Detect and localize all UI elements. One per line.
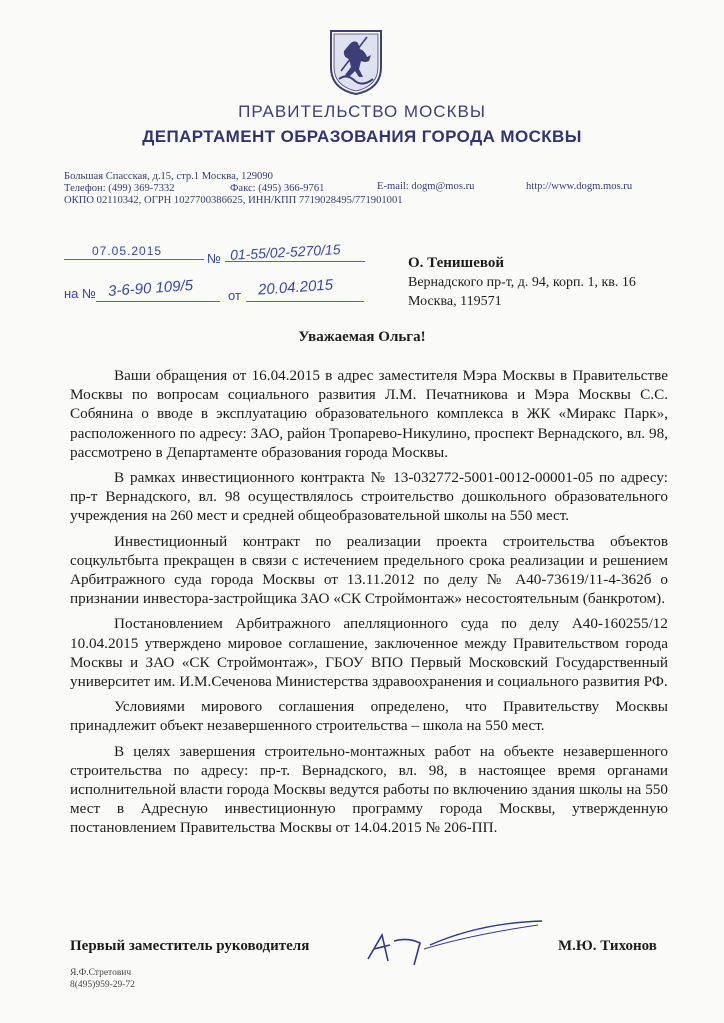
outgoing-number: 01-55/02-5270/15 xyxy=(229,241,341,263)
incoming-date-label: от xyxy=(228,288,241,303)
outgoing-number-label: № xyxy=(207,251,221,266)
divider xyxy=(96,301,220,302)
addressee-name: О. Тенишевой xyxy=(408,255,505,271)
department-email: E-mail: dogm@mos.ru xyxy=(377,181,475,192)
divider xyxy=(64,259,204,260)
department-phone: Телефон: (499) 369-7332 xyxy=(64,183,175,194)
paragraph: Ваши обращения от 16.04.2015 в адрес заместителя Мэра Москвы в Правительстве Москвы по вопросам социального развития Л.М. Печатникова и Мэра Москвы С.С. Собянина о вводе в эксплуатацию образовательного комплекса в ЖК «Миракс Парк», расположенного по адресу: ЗАО, район Тропарево-Никулино, проспект Вернадского, вл. 98, рассмотрено в Департаменте образования города Москвы. xyxy=(70,367,668,461)
addressee-city: Москва, 119571 xyxy=(408,294,502,309)
department-url: http://www.dogm.mos.ru xyxy=(526,181,633,192)
letterhead-contacts xyxy=(64,171,403,207)
incoming-number: 3-6-90 109/5 xyxy=(107,277,194,300)
incoming-number-label: на № xyxy=(64,286,96,301)
government-title: ПРАВИТЕЛЬСТВО МОСКВЫ xyxy=(238,102,486,121)
phone-fax-line xyxy=(64,183,403,195)
paragraph: Постановлением Арбитражного апелляционного суда по делу А40-160255/12 10.04.2015 утверждено мировое соглашение, заключенное между Правительством города Москвы и ЗАО «СК Строймонтаж», ГБОУ ВПО Первый Московский Государственный университет им. И.М.Сеченова Министерства здравоохранения и социального развития РФ. xyxy=(70,615,668,691)
addressee-street: Вернадского пр-т, д. 94, корп. 1, кв. 16 xyxy=(408,275,636,290)
greeting: Уважаемая Ольга! xyxy=(298,329,426,345)
outgoing-date: 07.05.2015 xyxy=(92,244,163,258)
signatory-name: М.Ю. Тихонов xyxy=(558,938,657,954)
divider xyxy=(225,261,365,262)
addressee-block xyxy=(408,254,636,311)
department-address: Большая Спасская, д.15, стр.1 Москва, 129090 xyxy=(64,171,273,182)
letter-body xyxy=(70,366,668,844)
executor-name: Я.Ф.Стретович xyxy=(70,968,132,978)
incoming-date: 20.04.2015 xyxy=(257,276,334,299)
department-title: ДЕПАРТАМЕНТ ОБРАЗОВАНИЯ ГОРОДА МОСКВЫ xyxy=(142,127,582,146)
department-fax: Факс: (495) 366-9761 xyxy=(230,183,325,194)
department-codes: ОКПО 02110342, ОГРН 1027700386625, ИНН/КПП 7719028495/771901001 xyxy=(64,195,403,206)
paragraph: Инвестиционный контракт по реализации проекта строительства объектов соцкультбыта прекращен в связи с истечением предельного срока реализации и решением Арбитражного суда города Москвы от 13.11.2012 по делу № А40-73619/11-4-362б о признании инвестора-застройщика ЗАО «СК Строймонтаж» несостоятельным (банкротом). xyxy=(70,532,668,608)
divider xyxy=(246,301,364,302)
paragraph: В рамках инвестиционного контракта № 13-032772-5001-0012-00001-05 по адресу: пр-т Вернадского, вл. 98 осуществлялось строительство дошкольного образовательного учреждения на 260 мест и средней общеобразовательной школы на 550 мест. xyxy=(70,469,668,525)
paragraph: В целях завершения строительно-монтажных работ на объекте незавершенного строительства по адресу: пр-т. Вернадского, вл. 98, в настоящее время органами исполнительной власти города Москвы ведутся работы по включению здания школы на 550 мест в Адресную инвестиционную программу города Москвы, утвержденную постановлением Правительства Москвы от 14.04.2015 № 206-ПП. xyxy=(70,742,668,837)
handwritten-signature-icon xyxy=(360,915,550,975)
executor-info xyxy=(70,967,135,991)
moscow-coat-of-arms-icon xyxy=(327,27,385,97)
paragraph: Условиями мирового соглашения определено, что Правительству Москвы принадлежит объект незавершенного строительства – школа на 550 мест. xyxy=(70,698,668,735)
signatory-role: Первый заместитель руководителя xyxy=(70,938,310,954)
executor-phone: 8(495)959-29-72 xyxy=(70,980,135,990)
